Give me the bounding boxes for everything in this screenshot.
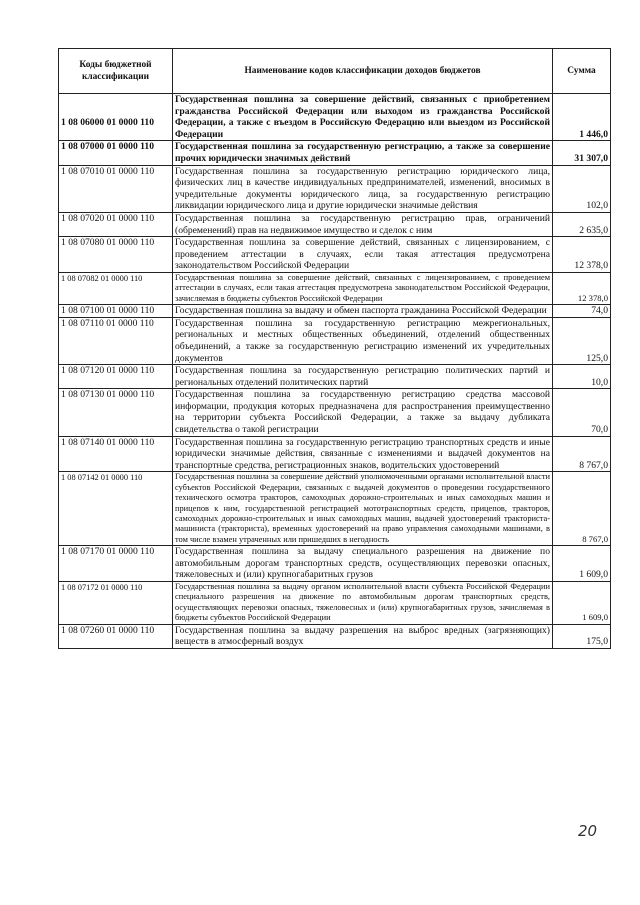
row-code: 1 08 07010 01 0000 110 [61, 165, 155, 177]
row-sum: 1 609,0 [553, 582, 611, 625]
row-code-cell [59, 365, 173, 389]
row-sum: 10,0 [553, 365, 611, 389]
row-sum: 12 378,0 [553, 272, 611, 304]
row-code-cell [59, 582, 173, 625]
row-sum: 74,0 [553, 305, 611, 318]
row-code-cell [59, 165, 173, 212]
row-code: 1 08 07080 01 0000 110 [61, 237, 155, 249]
row-sum: 70,0 [553, 389, 611, 436]
row-name: Государственная пошлина за государственную регистрацию политических партий и региональных отделений политических партий [173, 365, 553, 389]
row-code-cell [59, 624, 173, 648]
table-row [59, 212, 611, 236]
row-sum: 8 767,0 [553, 436, 611, 472]
row-sum: 8 767,0 [553, 472, 611, 546]
row-name: Государственная пошлина за выдачу органом исполнительной власти субъекта Российской Федерации специального разрешения на движение по автомобильным дорогам транспортных средств, осуществляющих перевозки опасных, тяжеловесных и (или) крупногабаритных грузов, зачисляемая в бюджеты субъектов Российской Федерации [173, 582, 553, 625]
row-code-cell [59, 141, 173, 165]
table-row [59, 624, 611, 648]
budget-classification-table [58, 48, 611, 649]
table-row [59, 237, 611, 273]
table-row [59, 317, 611, 364]
row-name: Государственная пошлина за государственную регистрацию, а также за совершение прочих юридически значимых действий [173, 141, 553, 165]
row-code-cell [59, 305, 173, 318]
row-name: Государственная пошлина за выдачу и обмен паспорта гражданина Российской Федерации [173, 305, 553, 318]
row-code-cell [59, 317, 173, 364]
table-row [59, 365, 611, 389]
row-code: 1 08 07130 01 0000 110 [61, 389, 155, 401]
row-sum: 125,0 [553, 317, 611, 364]
row-name: Государственная пошлина за государственную регистрацию прав, ограничений (обременений) прав на недвижимое имущество и сделок с ним [173, 212, 553, 236]
table-header-row [59, 49, 611, 94]
row-code-cell [59, 546, 173, 582]
row-code: 1 08 07170 01 0000 110 [61, 546, 155, 558]
row-code-cell [59, 436, 173, 472]
table-row [59, 436, 611, 472]
row-code: 1 08 07120 01 0000 110 [61, 365, 155, 377]
row-code-cell [59, 389, 173, 436]
budget-table-container [58, 48, 610, 649]
row-sum: 175,0 [553, 624, 611, 648]
table-row [59, 389, 611, 436]
row-name: Государственная пошлина за государственную регистрацию средства массовой информации, продукция которых предназначена для распространения преимущественно на территории субъекта Российской Федерации, а также за выдачу дубликата свидетельства о такой регистрации [173, 389, 553, 436]
row-code-cell [59, 94, 173, 141]
row-code-cell [59, 212, 173, 236]
table-row [59, 94, 611, 141]
table-row [59, 582, 611, 625]
table-row [59, 165, 611, 212]
row-name: Государственная пошлина за совершение действий, связанных с приобретением гражданства Российской Федерации или выходом из гражданства Российской Федерации, а также с въездом в Российскую Федерацию или выездом из Российской Федерации [173, 94, 553, 141]
row-sum: 102,0 [553, 165, 611, 212]
row-code-cell [59, 237, 173, 273]
row-code: 1 08 07100 01 0000 110 [61, 305, 155, 317]
row-code: 1 08 07140 01 0000 110 [61, 436, 155, 448]
row-code-cell [59, 272, 173, 304]
row-name: Государственная пошлина за совершение действий уполномоченными органами исполнительной власти субъектов Российской Федерации, связанных с выдачей документов о проведении государственного технического осмотра тракторов, самоходных дорожно-строительных и иных самоходных машин и прицепов к ним, государственной регистрацией мототранспортных средств, прицепов, тракторов, самоходных дорожно-строительных и иных самоходных машин, выдачей удостоверений тракториста-машиниста (тракториста), временных удостоверений на право управления самоходными машинами, в том числе взамен утраченных или пришедших в негодность [173, 472, 553, 546]
row-sum: 31 307,0 [553, 141, 611, 165]
table-row [59, 141, 611, 165]
row-sum: 1 446,0 [553, 94, 611, 141]
row-code: 1 08 07082 01 0000 110 [61, 273, 143, 283]
row-code: 1 08 06000 01 0000 110 [61, 117, 155, 128]
header-name: Наименование кодов классификации доходов бюджетов [173, 49, 553, 94]
table-row [59, 272, 611, 304]
header-sum: Сумма [553, 49, 611, 94]
row-name: Государственная пошлина за выдачу разрешения на выброс вредных (загрязняющих) веществ в атмосферный воздух [173, 624, 553, 648]
row-code: 1 08 07020 01 0000 110 [61, 212, 155, 224]
row-code-cell [59, 472, 173, 546]
table-row [59, 472, 611, 546]
row-sum: 12 378,0 [553, 237, 611, 273]
row-sum: 2 635,0 [553, 212, 611, 236]
row-sum: 1 609,0 [553, 546, 611, 582]
page-number: 20 [578, 822, 598, 840]
row-name: Государственная пошлина за совершение действий, связанных с лицензированием, с проведением аттестации в случаях, если такая аттестация предусмотрена законодательством Российской Федерации [173, 237, 553, 273]
header-code: Коды бюджетной классификации [59, 49, 173, 94]
row-code: 1 08 07110 01 0000 110 [61, 317, 154, 329]
row-code: 1 08 07260 01 0000 110 [61, 624, 155, 636]
row-code: 1 08 07172 01 0000 110 [61, 583, 143, 593]
table-row [59, 546, 611, 582]
row-name: Государственная пошлина за выдачу специального разрешения на движение по автомобильным дорогам транспортных средств, осуществляющих перевозки опасных, тяжеловесных и (или) крупногабаритных грузов [173, 546, 553, 582]
row-code: 1 08 07000 01 0000 110 [61, 141, 155, 153]
table-row [59, 305, 611, 318]
row-name: Государственная пошлина за государственную регистрацию юридического лица, физических лиц в качестве индивидуальных предпринимателей, изменений, вносимых в учредительные документы юридического лица, за государственную регистрацию ликвидации юридического лица и другие юридически значимые действия [173, 165, 553, 212]
row-name: Государственная пошлина за совершение действий, связанных с лицензированием, с проведением аттестации в случаях, если такая аттестация предусмотрена законодательством Российской Федерации, зачисляемая в бюджеты субъектов Российской Федерации [173, 272, 553, 304]
row-name: Государственная пошлина за государственную регистрацию транспортных средств и иные юридически значимые действия, связанные с изменениями и выдачей документов на транспортные средства, регистрационных знаков, водительских удостоверений [173, 436, 553, 472]
row-code: 1 08 07142 01 0000 110 [61, 473, 143, 483]
row-name: Государственная пошлина за государственную регистрацию межрегиональных, региональных и местных общественных объединений, отделений общественных объединений, а также за государственную регистрацию изменений их учредительных документов [173, 317, 553, 364]
